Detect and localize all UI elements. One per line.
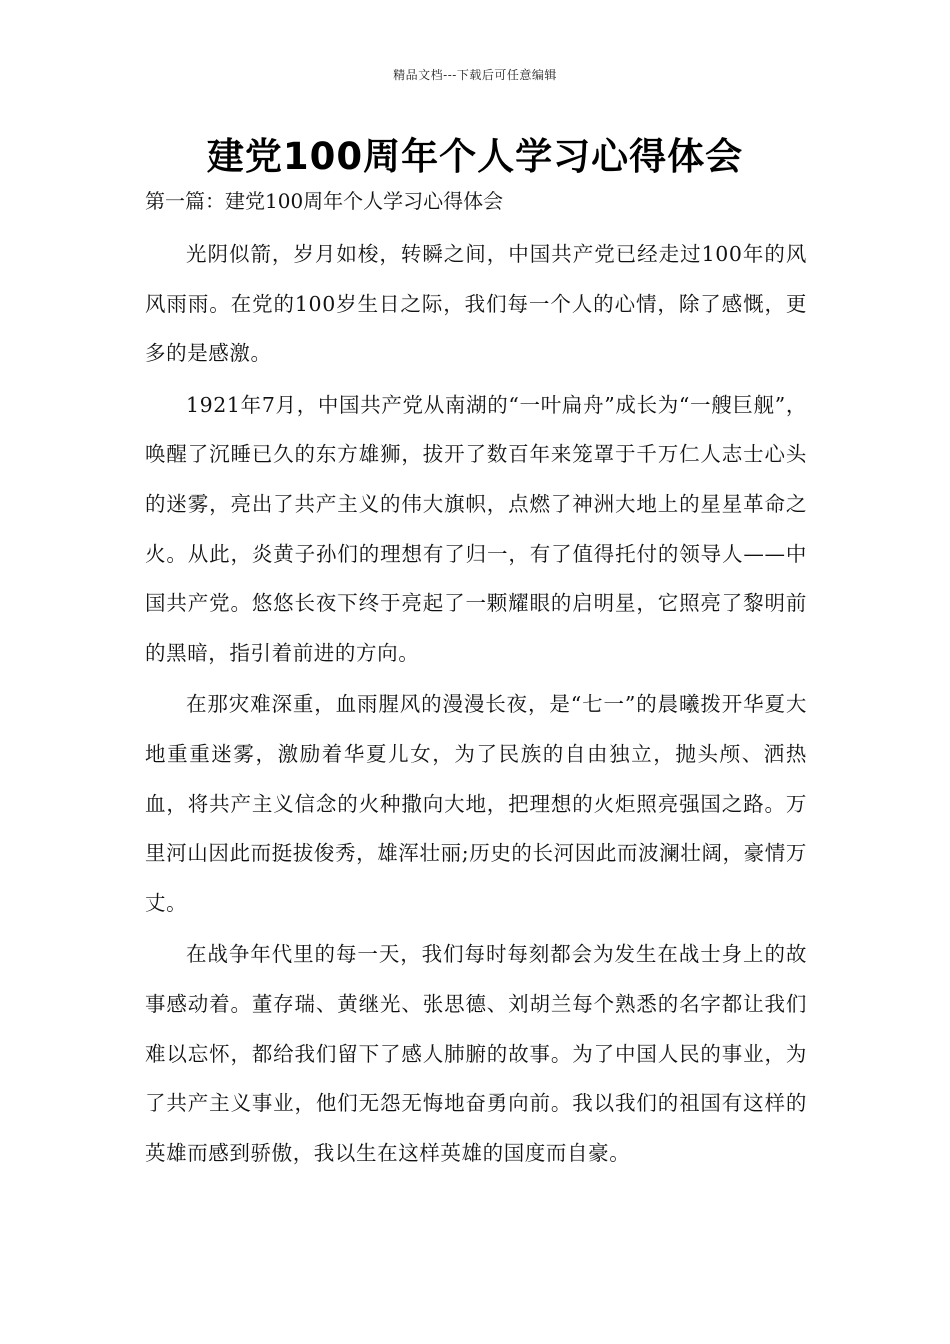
page-title: 建党100周年个人学习心得体会 xyxy=(206,135,744,178)
header-note: 精品文档---下载后可任意编辑 xyxy=(393,68,557,82)
body-text xyxy=(145,230,807,1180)
paragraph-4: 在战争年代里的每一天，我们每时每刻都会为发生在战士身上的故事感动着。董存瑞、黄继光、张思德、刘胡兰每个熟悉的名字都让我们难以忘怀，都给我们留下了感人肺腑的故事。为了中国人民的事业，为了共产主义事业，他们无怨无悔地奋勇向前。我以我们的祖国有这样的英雄而感到骄傲，我以生在这样英雄的国度而自豪。 xyxy=(145,942,807,1165)
paragraph-1: 光阴似箭，岁月如梭，转瞬之间，中国共产党已经走过100年的风风雨雨。在党的100岁生日之际，我们每一个人的心情，除了感慨，更多的是感激。 xyxy=(145,242,807,366)
section-subtitle: 第一篇：建党100周年个人学习心得体会 xyxy=(145,189,504,213)
paragraph-3: 在那灾难深重，血雨腥风的漫漫长夜，是“七一”的晨曦拨开华夏大地重重迷雾，激励着华夏儿女，为了民族的自由独立，抛头颅、洒热血，将共产主义信念的火种撒向大地，把理想的火炬照亮强国之路。万里河山因此而挺拔俊秀，雄浑壮丽;历史的长河因此而波澜壮阔，豪情万丈。 xyxy=(145,692,807,915)
paragraph-2: 1921年7月，中国共产党从南湖的“一叶扁舟”成长为“一艘巨舰”，唤醒了沉睡已久的东方雄狮，拔开了数百年来笼罩于千万仁人志士心头的迷雾，亮出了共产主义的伟大旗帜，点燃了神洲大地上的星星革命之火。从此，炎黄子孙们的理想有了归一，有了值得托付的领导人——中国共产党。悠悠长夜下终于亮起了一颗耀眼的启明星，它照亮了黎明前的黑暗，指引着前进的方向。 xyxy=(145,392,807,665)
